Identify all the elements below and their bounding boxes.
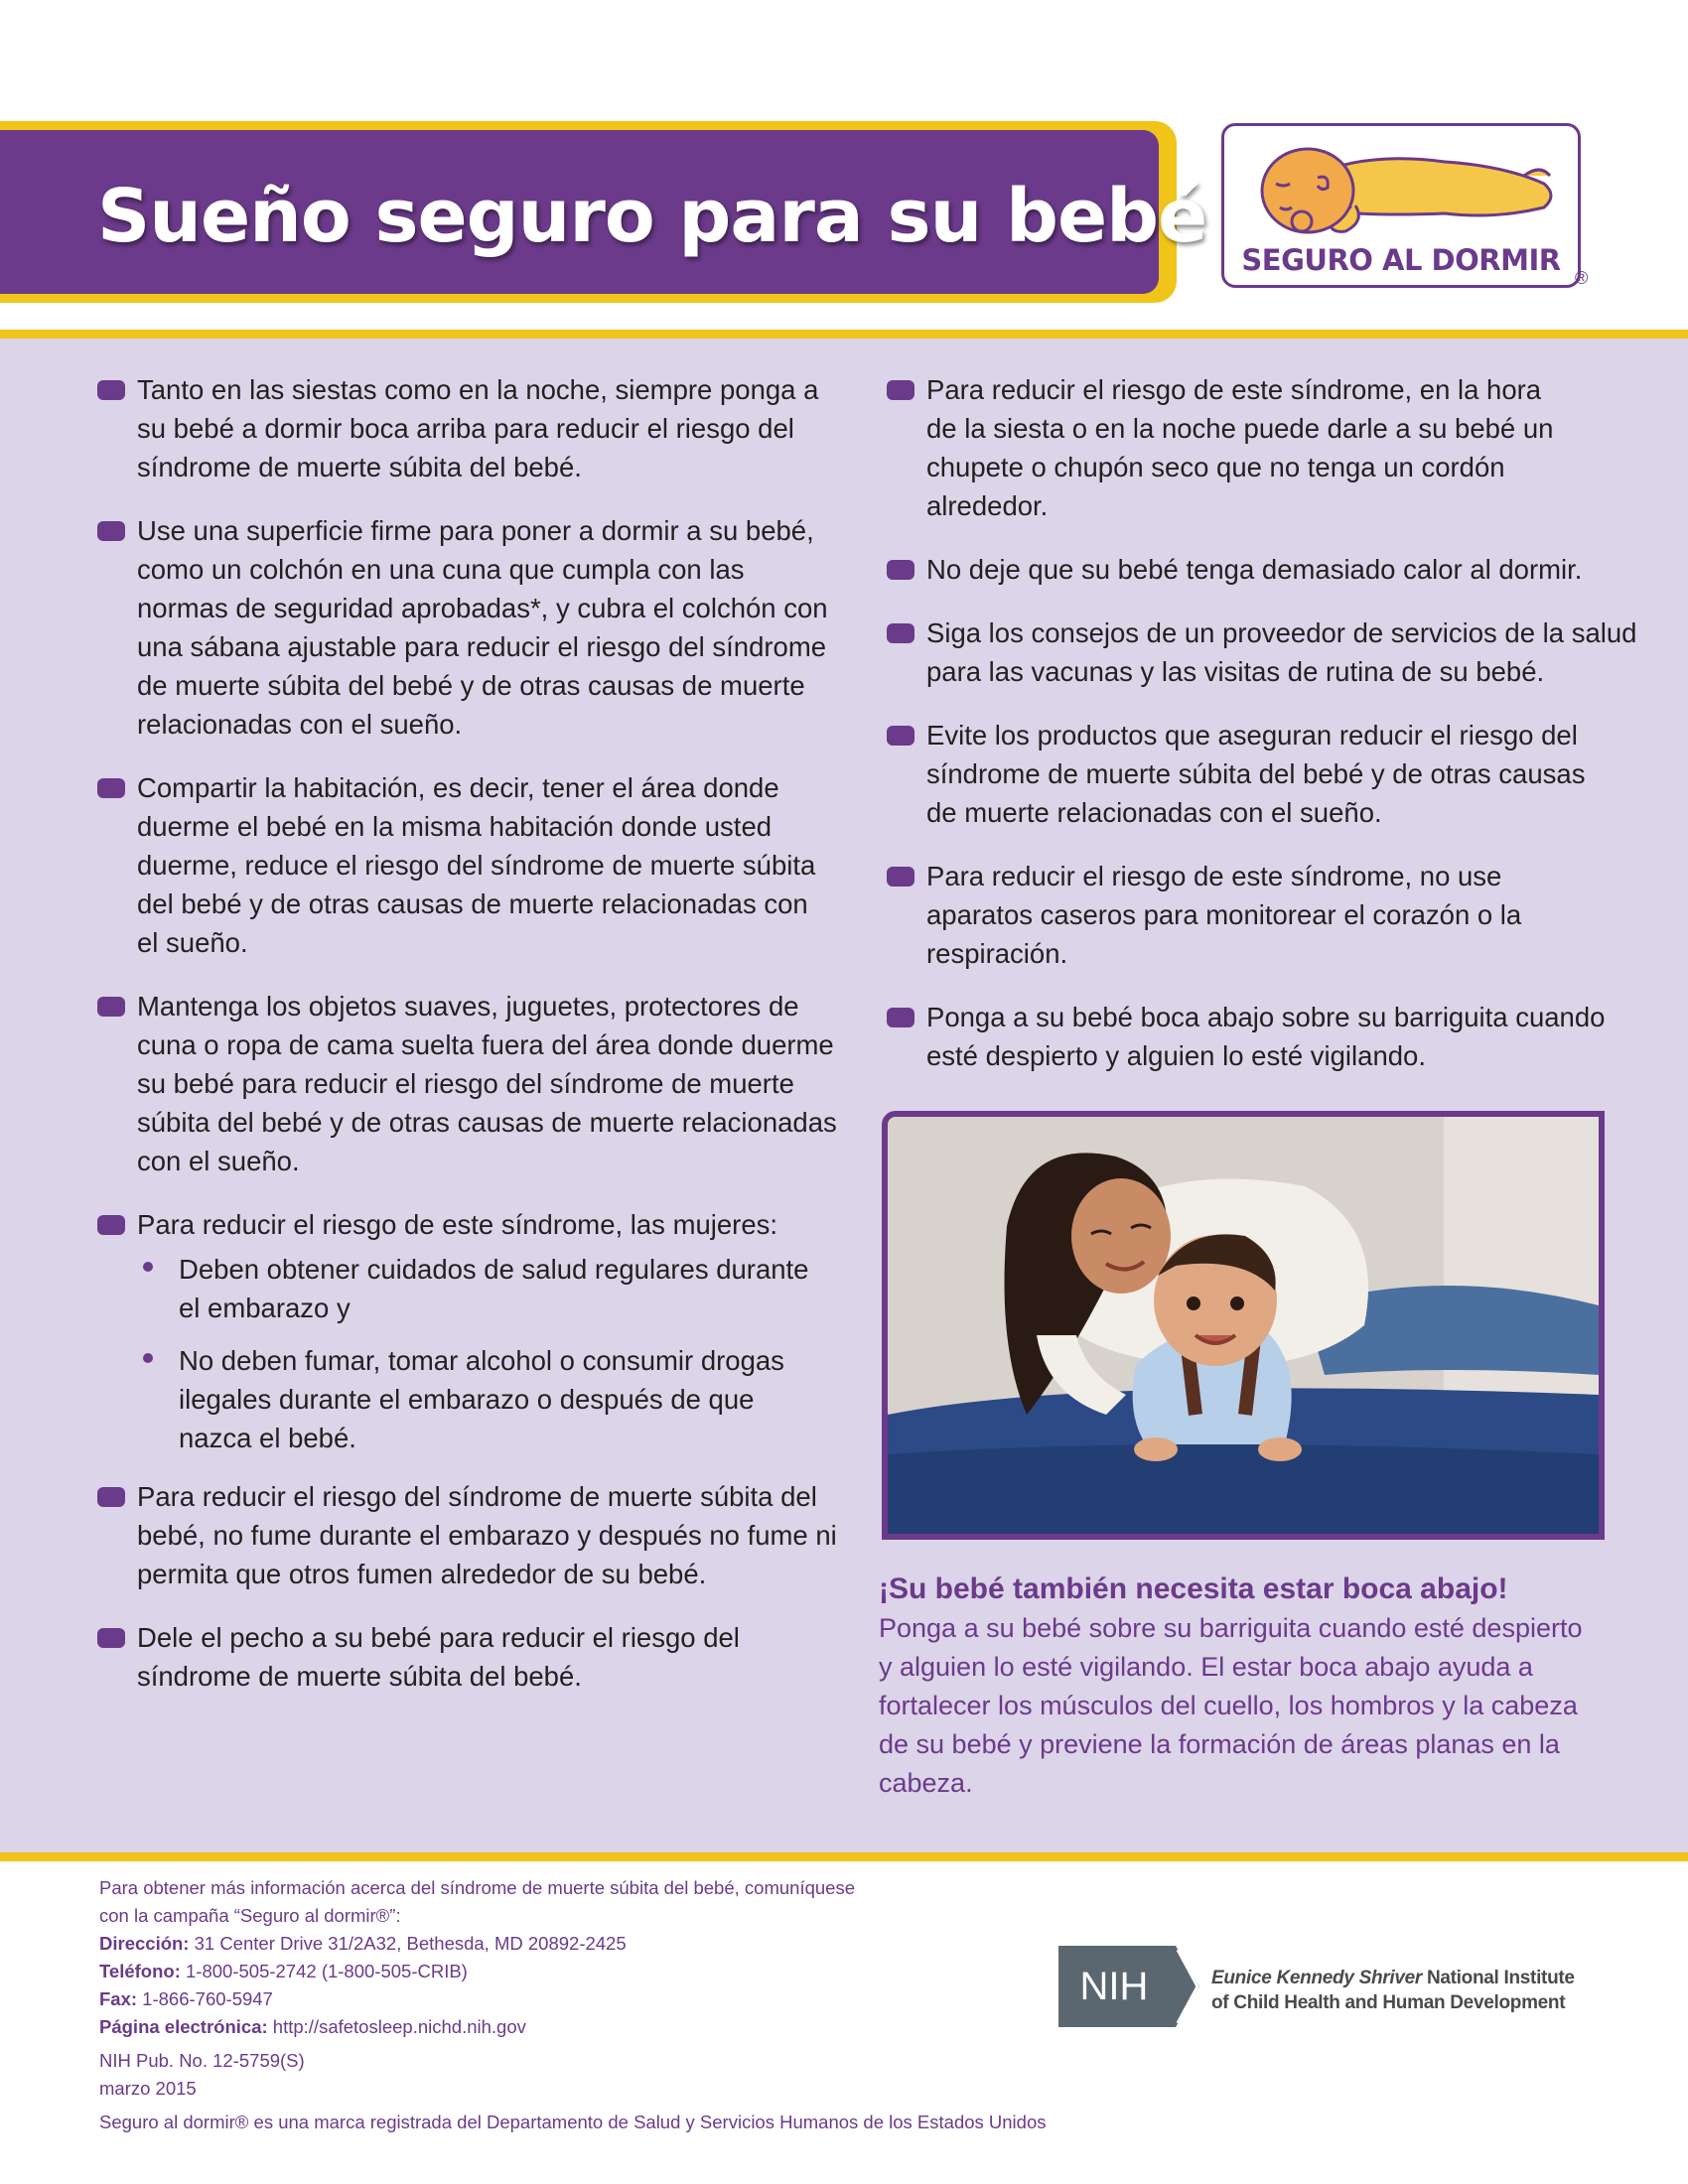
trademark-notice: Seguro al dormir® es una marca registrada del Departamento de Salud y Servicios Humanos de los Estados Unidos xyxy=(99,2112,1047,2132)
institute-line2: of Child Health and Human Development xyxy=(1211,1992,1566,2013)
list-item: Tanto en las siestas como en la noche, siempre ponga a su bebé a dormir boca arriba para reducir el riesgo del síndrome de muerte súbita del bebé. xyxy=(97,370,852,486)
page-title: Sueño seguro para su bebé xyxy=(97,174,1207,259)
list-item: Para reducir el riesgo de este síndrome, las mujeres: xyxy=(97,1205,852,1244)
pub-date: marzo 2015 xyxy=(99,2078,197,2099)
address-label: Dirección: xyxy=(99,1933,190,1954)
list-item: Use una superficie firme para poner a dormir a su bebé, como un colchón en una cuna que cumpla con las normas de seguridad aprobadas*, y cubra el colchón con una sábana ajustable para reducir el riesgo del síndrome de muerte súbita del bebé y de otras causas de muerte relacionadas con el sueño. xyxy=(97,511,832,744)
footer-address xyxy=(99,1930,1092,1958)
mother-baby-photo xyxy=(882,1111,1605,1540)
fax-value: 1-866-760-5947 xyxy=(137,1988,273,2009)
content-panel xyxy=(0,330,1688,1861)
sub-list-item: No deben fumar, tomar alcohol o consumir drogas ilegales durante el embarazo o después de que nazca el bebé. xyxy=(97,1341,814,1457)
list-item: Siga los consejos de un proveedor de servicios de la salud para las vacunas y las visitas de rutina de su bebé. xyxy=(887,614,1641,691)
list-item: Evite los productos que aseguran reducir el riesgo del síndrome de muerte súbita del bebé y de otras causas de muerte relacionadas con el sueño. xyxy=(887,716,1621,832)
sleeping-baby-icon xyxy=(1246,136,1560,243)
institute-italic: Eunice Kennedy Shriver xyxy=(1211,1968,1422,1988)
footer-intro: Para obtener más información acerca del síndrome de muerte súbita del bebé, comuníquese con la campaña “Seguro al dormir®”: xyxy=(99,1877,855,1926)
nih-abbr: NIH xyxy=(1079,1965,1149,2008)
nih-logo xyxy=(1058,1946,1199,2027)
footer-contact xyxy=(99,1874,1092,2136)
phone-label: Teléfono: xyxy=(99,1961,181,1981)
list-item: No deje que su bebé tenga demasiado calor al dormir. xyxy=(887,550,1641,589)
sub-list-item: Deben obtener cuidados de salud regulares durante el embarazo y xyxy=(97,1250,814,1327)
address-value: 31 Center Drive 31/2A32, Bethesda, MD 20892-2425 xyxy=(189,1933,627,1954)
web-link[interactable]: http://safetosleep.nichd.nih.gov xyxy=(267,2016,526,2037)
tummy-time-callout xyxy=(879,1570,1604,1803)
list-item: Compartir la habitación, es decir, tener el área donde duerme el bebé en la misma habitación donde usted duerme, reduce el riesgo del síndrome de muerte súbita del bebé y de otras causas de muerte relacionadas con el sueño. xyxy=(97,768,832,962)
list-item: Dele el pecho a su bebé para reducir el riesgo del síndrome de muerte súbita del bebé. xyxy=(97,1618,832,1696)
safe-to-sleep-logo xyxy=(1221,123,1581,288)
photo-illustration xyxy=(888,1117,1599,1534)
right-column xyxy=(887,370,1637,1075)
footer-fax xyxy=(99,1985,1092,2013)
list-item: Para reducir el riesgo de este síndrome, no use aparatos caseros para monitorear el corazón o la respiración. xyxy=(887,857,1562,973)
list-item: Para reducir el riesgo del síndrome de muerte súbita del bebé, no fume durante el embarazo y después no fume ni permita que otros fumen alrededor de su bebé. xyxy=(97,1477,852,1593)
title-banner xyxy=(0,121,1207,303)
left-column xyxy=(97,370,837,1696)
institute-rest: National Institute xyxy=(1421,1968,1575,1988)
footer-phone xyxy=(99,1958,1092,1985)
pub-number: NIH Pub. No. 12-5759(S) xyxy=(99,2050,305,2071)
fax-label: Fax: xyxy=(99,1988,138,2009)
nih-institute-name xyxy=(1211,1966,1609,2015)
web-label: Página electrónica: xyxy=(99,2016,268,2037)
nih-logo-icon xyxy=(1058,1946,1199,2027)
callout-title: ¡Su bebé también necesita estar boca abajo! xyxy=(879,1572,1508,1605)
footer-web xyxy=(99,2013,1092,2041)
list-item: Mantenga los objetos suaves, juguetes, protectores de cuna o ropa de cama suelta fuera del área donde duerme su bebé para reducir el riesgo del síndrome de muerte súbita del bebé y de otras causas de muerte relacionadas con el sueño. xyxy=(97,987,852,1180)
registered-mark: ® xyxy=(1575,268,1589,288)
logo-text: SEGURO AL DORMIR xyxy=(1241,243,1561,277)
title-banner-inner xyxy=(0,130,1207,294)
list-item: Para reducir el riesgo de este síndrome, en la hora de la siesta o en la noche puede darle a su bebé un chupete o chupón seco que no tenga un cordón alrededor. xyxy=(887,370,1562,525)
callout-body: Ponga a su bebé sobre su barriguita cuando esté despierto y alguien lo esté vigilando. El estar boca abajo ayuda a fortalecer los músculos del cuello, los hombros y la cabeza de su bebé y previene la formación de áreas planas en la cabeza. xyxy=(879,1613,1583,1798)
phone-value: 1-800-505-2742 (1-800-505-CRIB) xyxy=(180,1961,468,1981)
list-item: Ponga a su bebé boca abajo sobre su barriguita cuando esté despierto y alguien lo esté vigilando. xyxy=(887,998,1641,1075)
